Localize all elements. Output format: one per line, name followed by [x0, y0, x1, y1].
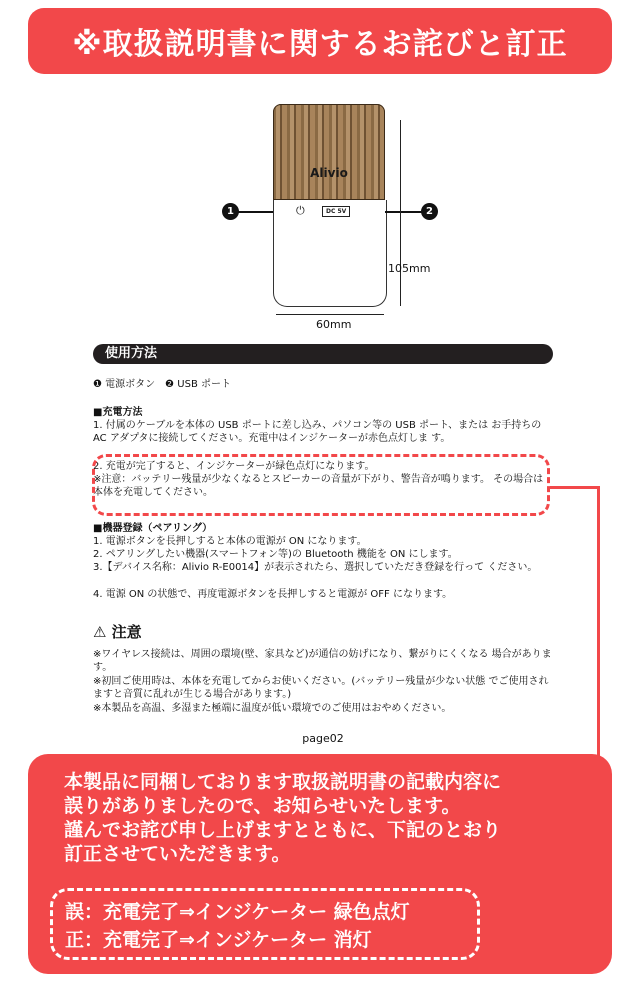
- marker-2: 2: [421, 203, 438, 220]
- notice-message: 本製品に同梱しております取扱説明書の記載内容に 誤りがありましたので、お知らせいたします。 謹んでお詫び申し上げますとともに、下記のとおり 訂正させていただきます。: [64, 771, 502, 865]
- wrong-text: 誤：充電完了⇒インジケーター 緑色点灯: [65, 901, 410, 923]
- page-number: page02: [302, 732, 344, 745]
- section-title-usage: 使用方法: [93, 344, 553, 364]
- manual-page: [88, 82, 558, 752]
- page-title: ※取扱説明書に関するお詫びと訂正: [28, 8, 612, 74]
- pairing-heading: ■機器登録（ペアリング）: [93, 523, 213, 534]
- caution-note-1: ※ワイヤレス接続は、周囲の環境(壁、家具など)が通信の妨げになり、繋がりにくくなる 場合があります。: [93, 649, 552, 673]
- charging-step-2: 2. 充電が完了すると、インジケーターが緑色点灯になります。: [93, 461, 375, 472]
- pairing-step-2: 2. ペアリングしたい機器(スマートフォン等)の Bluetooth 機能を ON にします。: [93, 549, 458, 560]
- callout-line-1: [238, 211, 273, 213]
- correct-text: 正：充電完了⇒インジケーター 消灯: [65, 929, 372, 951]
- height-dimension-line: [400, 120, 401, 306]
- speaker-body: [273, 226, 387, 307]
- speaker-wood-top: [273, 104, 385, 200]
- speaker-control-band: [273, 200, 387, 226]
- width-dimension-line: [276, 314, 384, 315]
- charging-heading: ■充電方法: [93, 407, 143, 418]
- marker-1: 1: [222, 203, 239, 220]
- highlight-connector-horizontal: [550, 486, 600, 489]
- highlight-connector-vertical: [597, 486, 600, 756]
- correction-notice: [28, 754, 612, 974]
- charging-step-1: 1. 付属のケーブルを本体の USB ポートに差し込み、パソコン等の USB ポート、または お手持ちの AC アダプタに接続してください。充電中はインジケーターが赤色点灯しま す。: [93, 420, 542, 444]
- product-illustration: [88, 82, 558, 342]
- caution-heading: ⚠ 注意: [93, 623, 142, 641]
- pairing-step-4: 4. 電源 ON の状態で、再度電源ボタンを長押しすると電源が OFF になります。: [93, 589, 453, 600]
- pairing-step-3: 3.【デバイス名称：Alivio R-E0014】が表示されたら、選択していただき登録を行って ください。: [93, 562, 538, 573]
- charging-note: ※注意：バッテリー残量が少なくなるとスピーカーの音量が下がり、警告音が鳴ります。 その場合は本体を充電してください。: [93, 474, 544, 498]
- callout-line-2: [385, 211, 423, 213]
- pairing-step-1: 1. 電源ボタンを長押しすると本体の電源が ON になります。: [93, 536, 367, 547]
- brand-logo: Alivio: [310, 166, 348, 180]
- error-highlight-box: [92, 454, 550, 516]
- power-icon: ⏻: [296, 204, 305, 217]
- dc-port-label: DC 5V: [322, 206, 350, 217]
- caution-note-2: ※初回ご使用時は、本体を充電してからお使いください。(バッテリー残量が少ない状態 でご使用されますと音質に乱れが生じる場合があります。): [93, 676, 549, 700]
- correction-box: [50, 888, 480, 960]
- height-label: 105mm: [388, 262, 431, 275]
- legend-text: ❶ 電源ボタン ❷ USB ポート: [93, 379, 231, 390]
- caution-note-3: ※本製品を高温、多湿また極端に温度が低い環境でのご使用はおやめください。: [93, 703, 452, 714]
- width-label: 60mm: [316, 318, 352, 331]
